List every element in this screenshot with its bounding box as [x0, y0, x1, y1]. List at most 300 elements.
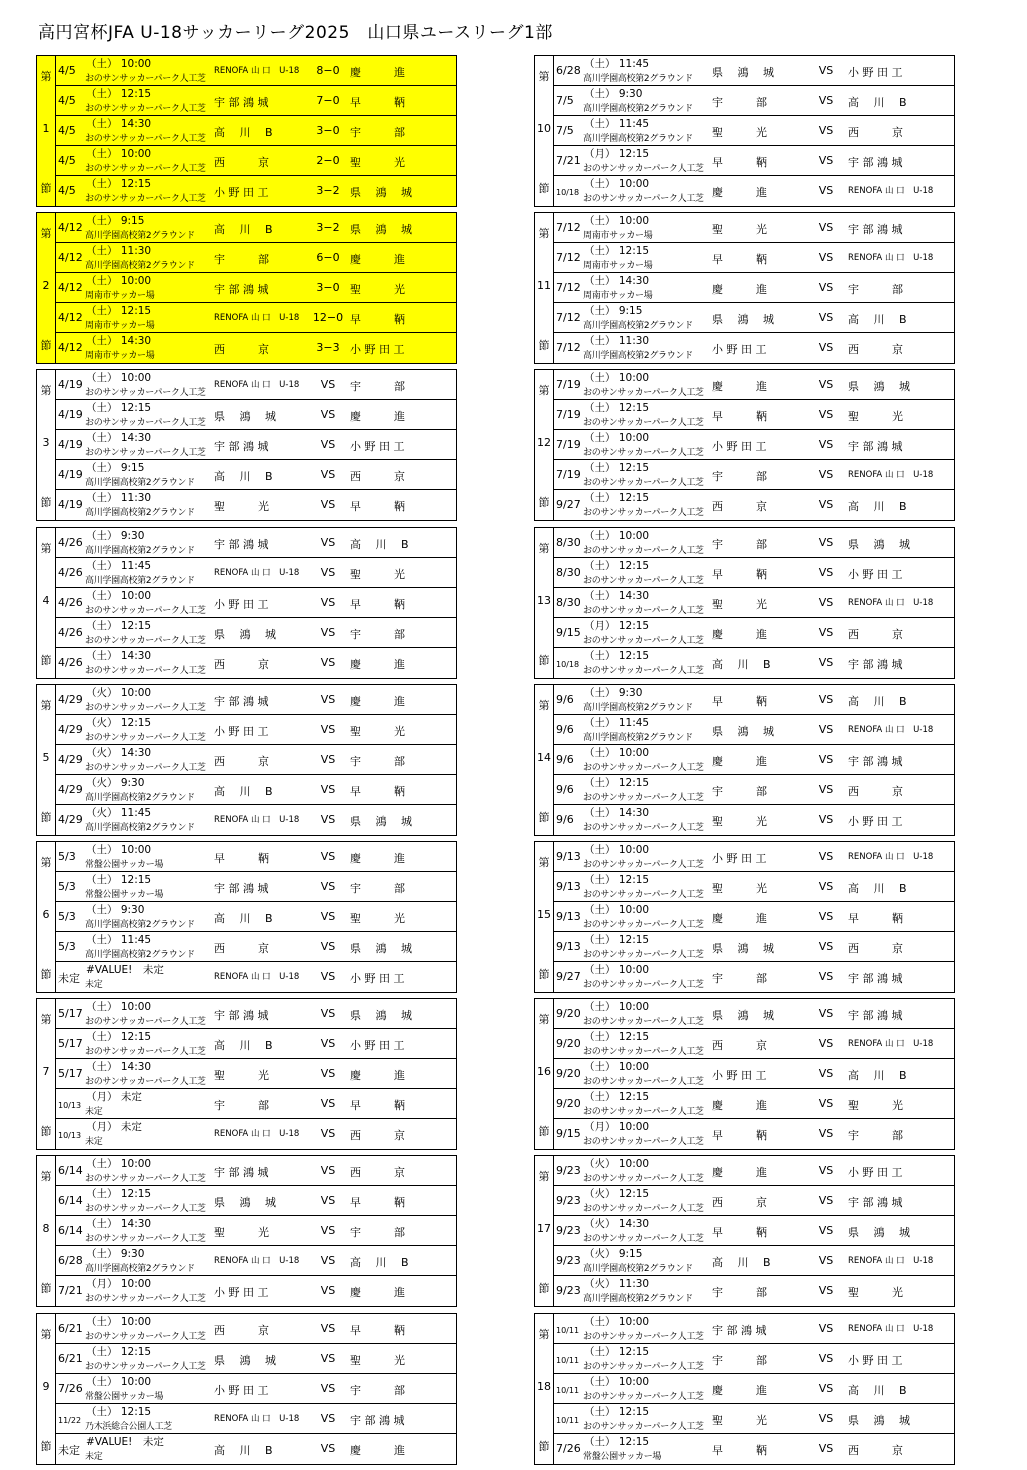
match-date: 4/19 — [58, 468, 83, 482]
match-day-time: （土） 11:30 — [584, 335, 650, 348]
match-row — [554, 775, 954, 805]
away-team: 西 京 — [848, 627, 903, 641]
round-label — [535, 370, 554, 520]
match-day-time: （土） 11:45 — [584, 58, 650, 70]
away-team: 小 野 田 工 — [848, 66, 903, 79]
match-list — [554, 528, 954, 678]
match-day-time: （土） 9:30 — [86, 529, 145, 542]
match-score: VS — [818, 595, 834, 609]
home-team: 西 京 — [214, 941, 269, 955]
match-venue: 高川学園高校第2グラウンド — [85, 575, 195, 586]
away-team: 県 鴻 城 — [848, 380, 910, 394]
home-team: 慶 進 — [712, 380, 767, 394]
away-team: 高 川 B — [848, 881, 907, 895]
match-day-time: （土） 10:00 — [86, 1001, 152, 1014]
round-label-dai: 第 — [538, 541, 550, 555]
match-score: VS — [320, 1254, 336, 1268]
round-number: 7 — [42, 1065, 50, 1079]
home-team: 小 野 田 工 — [214, 724, 269, 738]
match-row — [56, 715, 456, 745]
match-venue: 周南市サッカー場 — [583, 231, 653, 242]
match-score: 8−0 — [316, 64, 340, 77]
home-team: 西 京 — [712, 1039, 767, 1053]
match-date: 9/13 — [556, 909, 581, 923]
round-label-setsu: 節 — [538, 496, 550, 510]
home-team: 高 川 B — [214, 911, 273, 925]
away-team: 聖 光 — [350, 1353, 405, 1367]
match-date: 9/13 — [556, 939, 581, 953]
match-list — [56, 213, 456, 363]
match-score: VS — [320, 1351, 336, 1365]
match-date: 4/12 — [58, 281, 83, 295]
home-team: 高 川 B — [214, 1039, 273, 1053]
match-date: 7/5 — [556, 94, 574, 107]
round-label-setsu: 節 — [538, 182, 550, 195]
home-team: 慶 進 — [712, 186, 767, 199]
match-score: VS — [818, 251, 834, 265]
match-day-time: （土） 10:00 — [584, 1001, 650, 1014]
match-row — [554, 116, 954, 146]
away-team: 県 鴻 城 — [848, 537, 910, 551]
match-date: 4/12 — [58, 341, 83, 355]
away-team: 県 鴻 城 — [350, 814, 412, 828]
match-score: VS — [320, 879, 336, 893]
match-row — [56, 685, 456, 715]
match-venue: おのサンサッカーパーク人工芝 — [583, 1137, 704, 1148]
match-score: VS — [818, 1351, 834, 1365]
round-block — [534, 1313, 955, 1465]
away-team: 慶 進 — [350, 1069, 405, 1083]
home-team: 早 鞆 — [214, 851, 269, 865]
match-venue: おのサンサッカーパーク人工芝 — [85, 665, 206, 676]
match-day-time: （土） 10:00 — [86, 843, 152, 856]
round-label-dai: 第 — [40, 698, 52, 712]
match-row — [56, 962, 456, 992]
match-row — [56, 588, 456, 618]
round-number: 2 — [42, 279, 50, 293]
match-venue: おのサンサッカーパーク人工芝 — [583, 388, 704, 399]
round-block — [534, 1155, 955, 1307]
home-team: 早 鞆 — [712, 156, 767, 169]
match-day-time: （土） 12:15 — [584, 245, 650, 258]
away-team: 聖 光 — [848, 1099, 903, 1113]
match-score: VS — [818, 625, 834, 639]
home-team: 宇 部 鴻 城 — [214, 1166, 269, 1180]
match-row — [56, 86, 456, 116]
match-day-time: （土） 12:15 — [584, 1405, 650, 1418]
away-team: 西 京 — [350, 1129, 405, 1143]
match-date: 5/3 — [58, 879, 76, 893]
match-date: 4/5 — [58, 154, 76, 167]
home-team: RENOFA 山 口 U-18 — [214, 1256, 300, 1267]
match-row — [56, 176, 456, 206]
match-day-time: （土） 12:15 — [584, 1345, 650, 1358]
home-team: 宇 部 鴻 城 — [712, 1323, 767, 1337]
match-date: 7/19 — [556, 408, 581, 422]
home-team: 宇 部 — [712, 537, 767, 551]
match-score: VS — [818, 849, 834, 863]
match-date: 4/5 — [58, 124, 76, 137]
home-team: 小 野 田 工 — [712, 1069, 767, 1083]
match-day-time: （火） 14:30 — [86, 746, 152, 759]
match-date: 7/12 — [556, 311, 581, 325]
match-score: VS — [818, 1007, 834, 1021]
match-score: VS — [320, 1284, 336, 1298]
match-day-time: （土） 12:15 — [584, 776, 650, 789]
match-venue: おのサンサッカーパーク人工芝 — [583, 1391, 704, 1402]
match-list — [554, 1314, 954, 1464]
match-venue: おのサンサッカーパーク人工芝 — [583, 1204, 704, 1215]
match-score: VS — [320, 1007, 336, 1021]
match-row — [56, 490, 456, 520]
round-number: 9 — [42, 1379, 50, 1393]
home-team: 県 鴻 城 — [712, 313, 774, 327]
away-team: 慶 進 — [350, 851, 405, 865]
match-date: 未定 — [58, 1443, 80, 1457]
match-date: 9/15 — [556, 625, 581, 639]
match-row — [56, 1344, 456, 1374]
match-day-time: （土） 9:30 — [86, 1248, 145, 1261]
round-number: 16 — [537, 1065, 551, 1079]
match-score: VS — [320, 408, 336, 422]
home-team: 宇 部 鴻 城 — [214, 537, 269, 551]
match-score: VS — [818, 655, 834, 669]
match-date: 4/26 — [58, 595, 83, 609]
home-team: 県 鴻 城 — [712, 941, 774, 955]
match-date: 5/3 — [58, 939, 76, 953]
round-label — [535, 685, 554, 835]
match-venue: おのサンサッカーパーク人工芝 — [85, 1174, 206, 1185]
round-label-setsu: 節 — [40, 496, 52, 510]
match-venue: おのサンサッカーパーク人工芝 — [85, 1077, 206, 1088]
match-row — [56, 558, 456, 588]
match-row — [56, 1314, 456, 1344]
match-date: 7/19 — [556, 438, 581, 452]
round-label-setsu: 節 — [538, 653, 550, 667]
match-date: 4/19 — [58, 378, 83, 392]
match-venue: おのサンサッカーパーク人工芝 — [583, 635, 704, 646]
away-team: 宇 部 鴻 城 — [848, 1196, 903, 1210]
match-row — [56, 430, 456, 460]
round-label-setsu: 節 — [40, 967, 52, 981]
match-score: VS — [320, 595, 336, 609]
round-label — [535, 999, 554, 1149]
match-list — [56, 370, 456, 520]
match-list — [554, 213, 954, 363]
match-score: 2−0 — [316, 154, 340, 167]
match-row — [554, 648, 954, 678]
away-team: 小 野 田 工 — [350, 971, 405, 985]
home-team: 宇 部 — [712, 96, 767, 109]
match-day-time: （土） 10:00 — [86, 1375, 152, 1388]
match-day-time: （土） 10:00 — [584, 1315, 650, 1328]
match-venue: おのサンサッカーパーク人工芝 — [85, 134, 206, 144]
match-score: VS — [818, 879, 834, 893]
match-venue: おのサンサッカーパーク人工芝 — [583, 575, 704, 586]
home-team: 小 野 田 工 — [214, 597, 269, 611]
away-team: 慶 進 — [350, 694, 405, 708]
home-team: 西 京 — [214, 156, 269, 169]
away-team: 宇 部 鴻 城 — [848, 754, 903, 768]
home-team: 聖 光 — [712, 1413, 767, 1427]
round-number: 18 — [537, 1379, 551, 1393]
match-day-time: （土） 12:15 — [86, 1188, 152, 1201]
away-team: 宇 部 — [350, 380, 405, 394]
match-venue: 高川学園高校第2グラウンド — [583, 1294, 693, 1305]
away-team: 慶 進 — [350, 1443, 405, 1457]
home-team: 宇 部 — [214, 253, 269, 267]
match-score: VS — [818, 1411, 834, 1425]
match-row — [56, 999, 456, 1029]
match-date: 4/26 — [58, 535, 83, 549]
away-team: 宇 部 — [350, 1226, 405, 1240]
match-day-time: （土） 12:15 — [86, 178, 152, 190]
round-block — [534, 527, 955, 679]
match-day-time: （土） 12:15 — [86, 873, 152, 886]
match-day-time: （火） 9:30 — [86, 776, 145, 789]
match-venue: 常盤公園サッカー場 — [583, 1451, 662, 1462]
match-venue: 高川学園高校第2グラウンド — [583, 104, 693, 114]
match-day-time: （土） 12:15 — [86, 88, 152, 100]
match-day-time: （土） 10:00 — [86, 1315, 152, 1328]
home-team: 西 京 — [712, 500, 767, 514]
match-list — [56, 56, 456, 206]
round-label — [37, 842, 56, 992]
home-team: 県 鴻 城 — [712, 1009, 774, 1023]
away-team: 小 野 田 工 — [350, 1039, 405, 1053]
away-team: 西 京 — [848, 941, 903, 955]
match-day-time: （土） 14:30 — [584, 589, 650, 602]
away-team: 高 川 B — [848, 694, 907, 708]
match-day-time: （土） 12:15 — [86, 1405, 152, 1418]
match-score: VS — [818, 1194, 834, 1208]
match-score: VS — [818, 1254, 834, 1268]
match-row — [56, 1029, 456, 1059]
match-row — [554, 213, 954, 243]
match-venue: おのサンサッカーパーク人工芝 — [85, 762, 206, 773]
match-row — [56, 400, 456, 430]
match-date: 7/26 — [556, 1441, 581, 1455]
match-date: 4/12 — [58, 251, 83, 265]
match-list — [554, 999, 954, 1149]
match-score: VS — [320, 1067, 336, 1081]
match-day-time: （月） 10:00 — [86, 1278, 152, 1291]
match-row — [554, 1216, 954, 1246]
match-row — [554, 1344, 954, 1374]
match-date: 6/21 — [58, 1321, 83, 1335]
match-venue: 高川学園高校第2グラウンド — [85, 478, 195, 489]
match-day-time: （土） 12:15 — [584, 462, 650, 475]
match-day-time: （土） 14:30 — [86, 335, 152, 348]
match-day-time: （土） 14:30 — [584, 275, 650, 288]
match-venue: 周南市サッカー場 — [85, 351, 155, 362]
round-label — [37, 685, 56, 835]
match-venue: おのサンサッカーパーク人工芝 — [85, 1204, 206, 1215]
match-row — [554, 745, 954, 775]
match-venue: おのサンサッカーパーク人工芝 — [583, 1017, 704, 1028]
away-team: 慶 進 — [350, 66, 405, 79]
match-day-time: （土） 12:15 — [584, 873, 650, 886]
match-venue: おのサンサッカーパーク人工芝 — [85, 702, 206, 713]
match-date: 9/20 — [556, 1007, 581, 1021]
away-team: 西 京 — [848, 1443, 903, 1457]
match-day-time: （月） 12:15 — [584, 619, 650, 632]
match-venue: おのサンサッカーパーク人工芝 — [583, 792, 704, 803]
away-team: 早 鞆 — [350, 1323, 405, 1337]
match-day-time: （土） 11:45 — [584, 118, 650, 130]
match-row — [554, 1246, 954, 1276]
match-score: VS — [320, 812, 336, 826]
match-date: 9/6 — [556, 722, 574, 736]
page-title: 高円宮杯JFA U-18サッカーリーグ2025 山口県ユースリーグ1部 — [38, 23, 553, 43]
match-venue: おのサンサッカーパーク人工芝 — [583, 508, 704, 519]
match-row — [554, 715, 954, 745]
match-score: VS — [320, 1441, 336, 1455]
match-score: VS — [818, 692, 834, 706]
away-team: RENOFA 山 口 U-18 — [848, 1039, 934, 1050]
match-date: 4/5 — [58, 94, 76, 107]
match-date: 8/30 — [556, 535, 581, 549]
match-venue: 未定 — [85, 1107, 103, 1118]
round-label — [37, 213, 56, 363]
match-list — [554, 1156, 954, 1306]
away-team: 高 川 B — [848, 313, 907, 327]
match-venue: おのサンサッカーパーク人工芝 — [583, 1234, 704, 1245]
match-row — [56, 333, 456, 363]
match-score: VS — [818, 281, 834, 295]
match-venue: おのサンサッカーパーク人工芝 — [583, 1421, 704, 1432]
match-day-time: （土） 12:15 — [584, 492, 650, 505]
match-row — [554, 1119, 954, 1149]
match-score: VS — [320, 1381, 336, 1395]
match-row — [554, 558, 954, 588]
match-list — [554, 56, 954, 206]
round-label — [535, 56, 554, 206]
match-day-time: （土） 12:15 — [86, 619, 152, 632]
home-team: 高 川 B — [214, 470, 273, 484]
match-score: VS — [320, 655, 336, 669]
match-row — [554, 588, 954, 618]
match-row — [554, 146, 954, 176]
match-day-time: （土） 11:45 — [86, 559, 152, 572]
away-team: 宇 部 鴻 城 — [848, 657, 903, 671]
away-team: 県 鴻 城 — [350, 186, 412, 199]
round-label-dai: 第 — [538, 1170, 550, 1184]
match-score: VS — [320, 378, 336, 392]
home-team: 宇 部 — [712, 971, 767, 985]
round-label-dai: 第 — [40, 855, 52, 869]
match-day-time: （土） 14:30 — [86, 1218, 152, 1231]
round-number: 11 — [537, 279, 551, 293]
match-day-time: （火） 9:15 — [584, 1248, 643, 1261]
match-date: 9/23 — [556, 1224, 581, 1238]
away-team: 宇 部 鴻 城 — [848, 440, 903, 454]
round-label-dai: 第 — [538, 698, 550, 712]
match-row — [554, 333, 954, 363]
round-label — [535, 1156, 554, 1306]
match-score: VS — [320, 1097, 336, 1111]
away-team: 早 鞆 — [350, 500, 405, 514]
match-venue: 高川学園高校第2グラウンド — [583, 732, 693, 743]
match-venue: おのサンサッカーパーク人工芝 — [85, 1361, 206, 1372]
match-venue: おのサンサッカーパーク人工芝 — [583, 418, 704, 429]
away-team: 高 川 B — [848, 1069, 907, 1083]
match-venue: 未定 — [85, 979, 103, 990]
match-score: 3−2 — [316, 184, 340, 197]
match-row — [554, 932, 954, 962]
home-team: 宇 部 鴻 城 — [214, 283, 269, 297]
match-venue: 高川学園高校第2グラウンド — [85, 1264, 195, 1275]
match-row — [56, 1434, 456, 1464]
home-team: 早 鞆 — [712, 253, 767, 267]
match-row — [56, 303, 456, 333]
match-venue: 高川学園高校第2グラウンド — [85, 545, 195, 556]
match-score: 3−0 — [316, 281, 340, 295]
match-venue: 高川学園高校第2グラウンド — [583, 702, 693, 713]
home-team: RENOFA 山 口 U-18 — [214, 1413, 300, 1424]
home-team: 早 鞆 — [712, 694, 767, 708]
match-score: VS — [818, 722, 834, 736]
away-team: 小 野 田 工 — [350, 440, 405, 454]
match-venue: 乃木浜総合公園人工芝 — [85, 1421, 173, 1432]
match-row — [554, 243, 954, 273]
match-date: 8/30 — [556, 565, 581, 579]
round-label-dai: 第 — [40, 227, 52, 241]
away-team: 聖 光 — [350, 724, 405, 738]
match-date: 5/17 — [58, 1037, 83, 1051]
match-row — [554, 1029, 954, 1059]
match-day-time: （火） 12:15 — [584, 1188, 650, 1201]
match-day-time: （土） 10:00 — [86, 1158, 152, 1171]
round-label-setsu: 節 — [40, 1282, 52, 1296]
match-venue: おのサンサッカーパーク人工芝 — [583, 194, 704, 204]
match-row — [554, 460, 954, 490]
match-list — [554, 370, 954, 520]
match-day-time: （土） 10:00 — [584, 903, 650, 916]
match-date: 9/20 — [556, 1097, 581, 1111]
match-row — [56, 745, 456, 775]
match-date: 7/12 — [556, 221, 581, 235]
home-team: 県 鴻 城 — [712, 66, 774, 79]
match-venue: おのサンサッカーパーク人工芝 — [583, 545, 704, 556]
match-date: 9/23 — [556, 1284, 581, 1298]
match-row — [554, 490, 954, 520]
match-date: 9/20 — [556, 1037, 581, 1051]
match-score: VS — [320, 969, 336, 983]
match-venue: おのサンサッカーパーク人工芝 — [85, 1017, 206, 1028]
match-venue: 高川学園高校第2グラウンド — [85, 508, 195, 519]
match-score: VS — [320, 692, 336, 706]
match-score: 3−0 — [316, 124, 340, 137]
match-date: 6/28 — [58, 1254, 83, 1268]
match-venue: 高川学園高校第2グラウンド — [85, 919, 195, 930]
away-team: 早 鞆 — [350, 1099, 405, 1113]
match-score: VS — [818, 94, 834, 107]
round-number: 8 — [42, 1222, 50, 1236]
round-label — [535, 528, 554, 678]
match-day-time: （火） 12:15 — [86, 716, 152, 729]
match-row — [554, 1434, 954, 1464]
round-block — [534, 369, 955, 521]
round-label-setsu: 節 — [538, 810, 550, 824]
home-team: 聖 光 — [712, 126, 767, 139]
away-team: 西 京 — [848, 126, 903, 139]
match-day-time: （土） 12:15 — [584, 402, 650, 415]
match-date: 9/6 — [556, 782, 574, 796]
match-row — [56, 1374, 456, 1404]
round-label-setsu: 節 — [538, 1282, 550, 1296]
away-team: 高 川 B — [848, 96, 907, 109]
